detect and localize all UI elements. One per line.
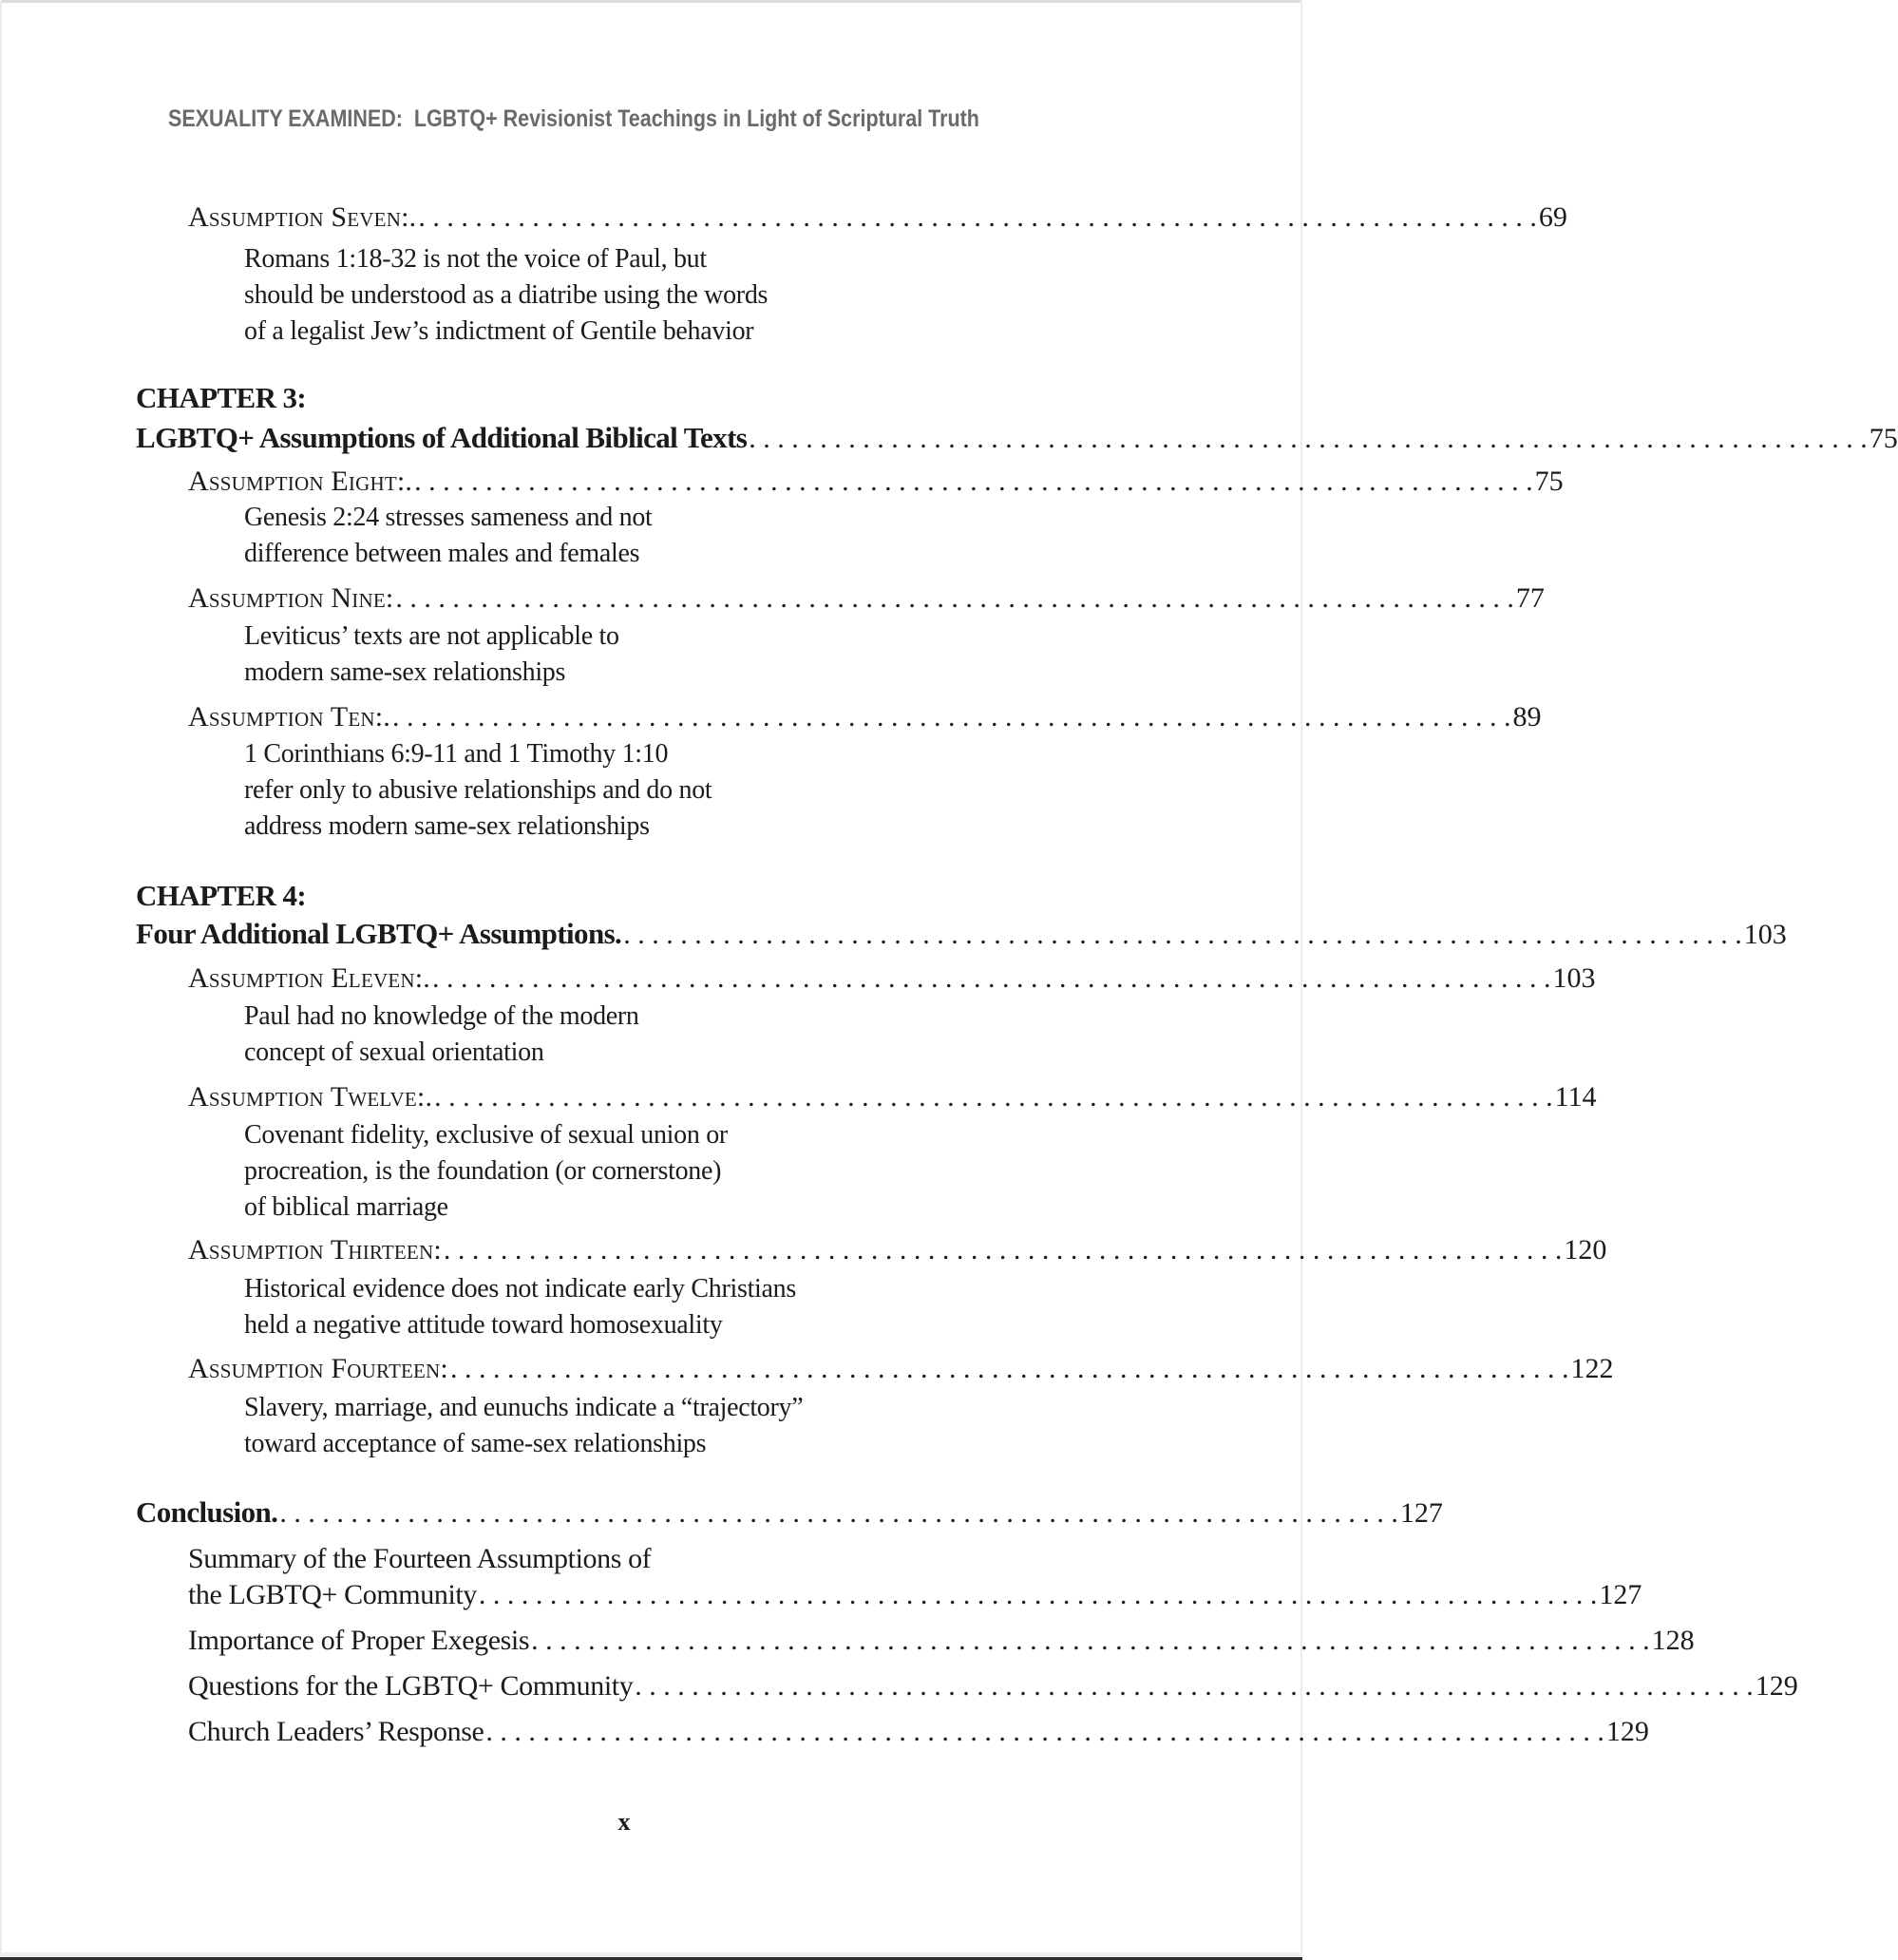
- toc-entry-label: Assumption Eleven:.: [188, 962, 430, 994]
- toc-entry-description: 1 Corinthians 6:9-11 and 1 Timothy 1:10: [244, 739, 669, 769]
- toc-entry-assumption-eleven[interactable]: [188, 962, 1596, 995]
- toc-entry-label: Assumption Nine:: [188, 582, 394, 614]
- dot-leader: . . . . . . . . . . . . . . . . . . . . . . . . . . . . . . . . . . . . . . . . . . . . . . . . . . . . . . . . . . . . . . . . . . . . . . . . . . . . . . .: [279, 1497, 1398, 1529]
- chapter-number: CHAPTER 3:: [136, 381, 307, 414]
- toc-entry-label: Assumption Eight:.: [188, 466, 413, 497]
- toc-entry-importance-of-exegesis[interactable]: [188, 1625, 1695, 1657]
- toc-entry-label: Assumption Ten:.: [188, 701, 391, 733]
- toc-entry-description: concept of sexual orientation: [244, 1037, 544, 1067]
- toc-page-number: 103: [1743, 919, 1787, 950]
- dot-leader: . . . . . . . . . . . . . . . . . . . . . . . . . . . . . . . . . . . . . . . . . . . . . . . . . . . . . . . . . . . . . . . . . . . . . . . . . . . . . . .: [443, 1234, 1563, 1265]
- toc-entry-label-line: Summary of the Fourteen Assumptions of: [188, 1543, 652, 1574]
- toc-entry-label: Importance of Proper Exegesis: [188, 1625, 530, 1656]
- toc-entry-description: of a legalist Jew’s indictment of Gentile behavior: [244, 316, 754, 346]
- conclusion-title: Conclusion.: [136, 1495, 278, 1529]
- toc-entry-description: Covenant fidelity, exclusive of sexual union or: [244, 1120, 728, 1150]
- toc-entry-description: address modern same-sex relationships: [244, 811, 650, 841]
- toc-page-number: 120: [1564, 1234, 1607, 1265]
- toc-entry-description: refer only to abusive relationships and do not: [244, 775, 712, 805]
- toc-entry-description: of biblical marriage: [244, 1192, 448, 1222]
- chapter-title: Four Additional LGBTQ+ Assumptions.: [136, 917, 622, 950]
- toc-entry-description: modern same-sex relationships: [244, 657, 566, 687]
- toc-page-number: 127: [1599, 1579, 1642, 1610]
- toc-page-number: 129: [1755, 1670, 1798, 1702]
- running-header: SEXUALITY EXAMINED: LGBTQ+ Revisionist Teachings in Light of Scriptural Truth: [168, 105, 979, 132]
- dot-leader: . . . . . . . . . . . . . . . . . . . . . . . . . . . . . . . . . . . . . . . . . . . . . . . . . . . . . . . . . . . . . . . . . . . . . . . . . . . . . . .: [431, 962, 1551, 994]
- dot-leader: . . . . . . . . . . . . . . . . . . . . . . . . . . . . . . . . . . . . . . . . . . . . . . . . . . . . . . . . . . . . . . . . . . . . . . . . . . . . . . .: [449, 1353, 1569, 1384]
- toc-entry-chapter-3[interactable]: [136, 421, 1898, 454]
- toc-entry-assumption-seven[interactable]: [188, 201, 1567, 234]
- toc-page-number: 75: [1534, 466, 1564, 497]
- dot-leader: . . . . . . . . . . . . . . . . . . . . . . . . . . . . . . . . . . . . . . . . . . . . . . . . . . . . . . . . . . . . . . . . . . . . . . . . . . . . . . .: [478, 1579, 1598, 1610]
- toc-entry-label: Assumption Thirteen:: [188, 1234, 442, 1265]
- toc-entry-assumption-twelve[interactable]: [188, 1081, 1597, 1113]
- dot-leader: . . . . . . . . . . . . . . . . . . . . . . . . . . . . . . . . . . . . . . . . . . . . . . . . . . . . . . . . . . . . . . . . . . . . . . . . . . . . . . .: [623, 919, 1742, 950]
- toc-page-number: 114: [1554, 1081, 1597, 1113]
- toc-entry-description: Romans 1:18-32 is not the voice of Paul, but: [244, 244, 707, 274]
- toc-entry-label: Questions for the LGBTQ+ Community: [188, 1670, 634, 1702]
- toc-entry-description: difference between males and females: [244, 539, 640, 568]
- dot-leader: . . . . . . . . . . . . . . . . . . . . . . . . . . . . . . . . . . . . . . . . . . . . . . . . . . . . . . . . . . . . . . . . . . . . . . . . . . . . . . .: [485, 1716, 1604, 1747]
- toc-entry-assumption-ten[interactable]: [188, 701, 1542, 733]
- toc-entry-chapter-4[interactable]: [136, 917, 1787, 950]
- toc-page-number: 122: [1570, 1353, 1614, 1384]
- toc-entry-label: Assumption Seven:.: [188, 201, 417, 233]
- dot-leader: . . . . . . . . . . . . . . . . . . . . . . . . . . . . . . . . . . . . . . . . . . . . . . . . . . . . . . . . . . . . . . . . . . . . . . . . . . . . . . .: [635, 1670, 1754, 1702]
- dot-leader: . . . . . . . . . . . . . . . . . . . . . . . . . . . . . . . . . . . . . . . . . . . . . . . . . . . . . . . . . . . . . . . . . . . . . . . . . . . . . . .: [395, 582, 1514, 614]
- toc-entry-description: should be understood as a diatribe using the words: [244, 280, 769, 310]
- toc-page-number: 128: [1651, 1625, 1695, 1656]
- toc-entry-assumption-nine[interactable]: [188, 582, 1545, 615]
- page-top-edge: [0, 0, 1302, 3]
- toc-entry-description: procreation, is the foundation (or cornerstone): [244, 1156, 722, 1186]
- page-left-edge: [0, 0, 2, 1960]
- toc-entry-description: toward acceptance of same-sex relationships: [244, 1429, 707, 1458]
- toc-entry-label: the LGBTQ+ Community: [188, 1579, 477, 1610]
- dot-leader: . . . . . . . . . . . . . . . . . . . . . . . . . . . . . . . . . . . . . . . . . . . . . . . . . . . . . . . . . . . . . . . . . . . . . . . . . . . . . . .: [434, 1081, 1553, 1113]
- toc-entry-church-leaders-response[interactable]: [188, 1716, 1649, 1748]
- dot-leader: . . . . . . . . . . . . . . . . . . . . . . . . . . . . . . . . . . . . . . . . . . . . . . . . . . . . . . . . . . . . . . . . . . . . . . . . . . . . . . .: [418, 201, 1537, 233]
- toc-entry-label: Church Leaders’ Response: [188, 1716, 484, 1747]
- toc-entry-assumption-thirteen[interactable]: [188, 1234, 1607, 1266]
- toc-entry-assumption-eight[interactable]: [188, 466, 1564, 498]
- toc-entry-label: Assumption Fourteen:: [188, 1353, 448, 1384]
- toc-entry-description: Slavery, marriage, and eunuchs indicate a “trajectory”: [244, 1393, 804, 1422]
- toc-page-number: 77: [1515, 582, 1545, 614]
- toc-page-number: 129: [1605, 1716, 1649, 1747]
- chapter-number: CHAPTER 4:: [136, 879, 307, 912]
- toc-page-number: 127: [1399, 1497, 1443, 1529]
- dot-leader: . . . . . . . . . . . . . . . . . . . . . . . . . . . . . . . . . . . . . . . . . . . . . . . . . . . . . . . . . . . . . . . . . . . . . . . . . . . . . . .: [531, 1625, 1650, 1656]
- toc-entry-description: Leviticus’ texts are not applicable to: [244, 621, 619, 651]
- toc-entry-description: Genesis 2:24 stresses sameness and not: [244, 503, 653, 532]
- toc-page-number: 69: [1538, 201, 1567, 233]
- toc-page-number: 75: [1869, 423, 1898, 454]
- toc-entry-description: Historical evidence does not indicate early Christians: [244, 1274, 796, 1303]
- toc-entry-description: Paul had no knowledge of the modern: [244, 1001, 639, 1031]
- page-number: x: [617, 1808, 631, 1836]
- toc-entry-label: Assumption Twelve:.: [188, 1081, 433, 1113]
- toc-page-number: 89: [1512, 701, 1542, 733]
- toc-entry-assumption-fourteen[interactable]: [188, 1353, 1614, 1385]
- dot-leader: . . . . . . . . . . . . . . . . . . . . . . . . . . . . . . . . . . . . . . . . . . . . . . . . . . . . . . . . . . . . . . . . . . . . . . . . . . . . . . .: [414, 466, 1533, 497]
- dot-leader: . . . . . . . . . . . . . . . . . . . . . . . . . . . . . . . . . . . . . . . . . . . . . . . . . . . . . . . . . . . . . . . . . . . . . . . . . . . . . . .: [749, 423, 1868, 454]
- toc-entry-questions[interactable]: [188, 1670, 1798, 1703]
- toc-entry-summary[interactable]: [188, 1579, 1642, 1611]
- dot-leader: . . . . . . . . . . . . . . . . . . . . . . . . . . . . . . . . . . . . . . . . . . . . . . . . . . . . . . . . . . . . . . . . . . . . . . . . . . . . . . .: [392, 701, 1511, 733]
- chapter-title: LGBTQ+ Assumptions of Additional Biblical Texts: [136, 421, 748, 454]
- toc-page-number: 103: [1552, 962, 1596, 994]
- toc-entry-conclusion[interactable]: [136, 1495, 1443, 1529]
- toc-entry-description: held a negative attitude toward homosexuality: [244, 1310, 723, 1340]
